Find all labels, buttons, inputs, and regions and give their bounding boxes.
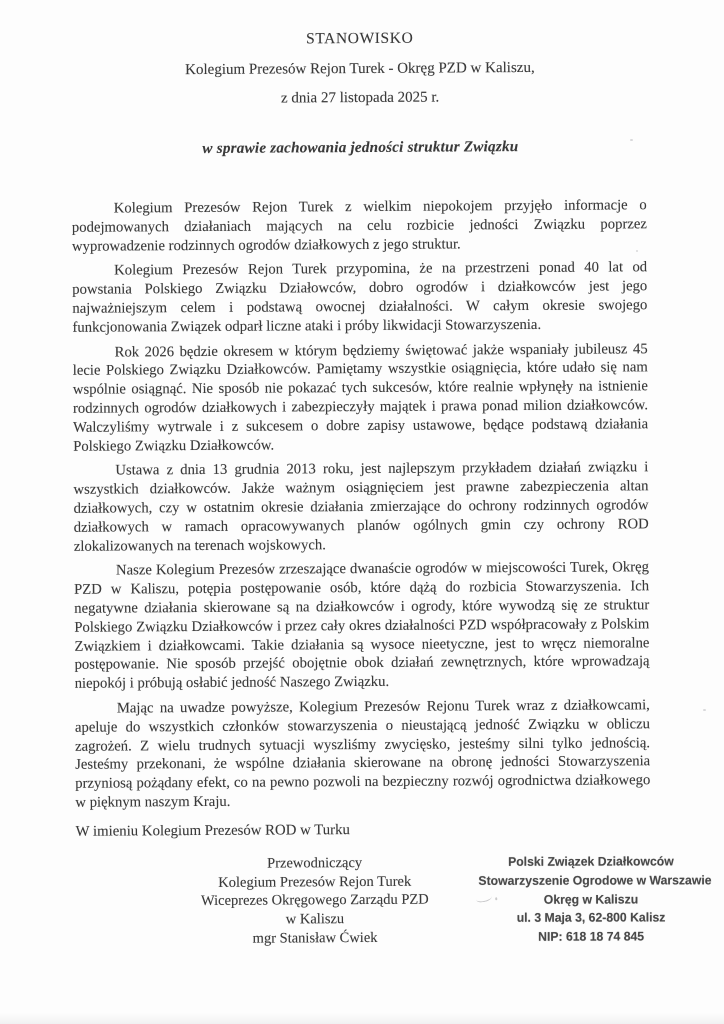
signature-line: Przewodniczący [267, 854, 363, 872]
subject-line: w sprawie zachowania jedności struktur Związku [202, 138, 519, 157]
stamp-line: ul. 3 Maja 3, 62-800 Kalisz [516, 910, 666, 925]
body-paragraph: Mając na uwadze powyższe, Kolegium Prezesów Rejonu Turek wraz z działkowcami, apeluje do wszystkich członków stowarzyszenia o nieustającą jedność Związku w obliczu zagrożeń. Z wielu trudnych sytuacji wyszliśmy zwycięsko, jesteśmy silni tylko jednością. Jesteśmy przekonani, że wspólne działania skierowane na obronę jedności Stowarzyszenia przyniosą pożądany efekt, co na pewno pozwoli na bezpieczny rozwój ogrodnictwa działkowego w pięknym naszym Kraju. [74, 697, 651, 811]
signature-line: Kolegium Prezesów Rejon Turek [218, 873, 412, 891]
document-body [72, 196, 651, 812]
signature-block [201, 853, 429, 948]
signature-line: mgr Stanisław Ćwiek [252, 929, 378, 947]
scan-speck [636, 250, 638, 252]
stamp-line: NIP: 618 18 74 845 [538, 929, 645, 944]
office-stamp [478, 852, 712, 947]
stamp-line: Stowarzyszenie Ogrodowe w Warszawie [478, 872, 712, 888]
body-paragraph: Kolegium Prezesów Rejon Turek z wielkim niepokojem przyjęło informacje o podejmowanych działaniach mających na celu rozbicie jedności Związku poprzez wyprowadzenie rodzinnych ogrodów działkowych z jego struktur. [71, 197, 647, 255]
signature-line: w Kaliszu [285, 911, 345, 928]
body-paragraph: Nasze Kolegium Prezesów zrzeszające dwanaście ogrodów w miejscowości Turek, Okręg PZD w Kaliszu, potępia postępowanie osób, które dążą do rozbicia Stowarzyszenia. Ich negatywne działania skierowane są na działkowców i ogrody, które wywodzą się ze struktur Polskiego Związku Działkowców i przez cały okres działalności PZD współpracowały z Polskim Związkiem i działkowcami. Takie działania są wysoce nieetyczne, jest to wręcz niemoralne postępowanie. Nie sposób przejść obojętnie obok działań zewnętrznych, które wprowadzają niepokój i próbują osłabić jedność Naszego Związku. [74, 559, 650, 692]
scan-bottom-edge-shadow [0, 1013, 724, 1024]
date-line: z dnia 27 listopada 2025 r. [280, 89, 440, 107]
closing-line: W imieniu Kolegium Prezesów ROD w Turku [75, 821, 350, 840]
body-paragraph: Kolegium Prezesów Rejon Turek przypomina, że na przestrzeni ponad 40 lat od powstania Polskiego Związku Działowców, dobro ogrodów i działkowców jest jego najważniejszym celem i podstawą owocnej działalności. W całym okresie swojego funkcjonowania Związek odparł liczne ataki i próby likwidacji Stowarzyszenia. [72, 259, 648, 336]
signature-and-stamp-row [3, 851, 724, 949]
signature-line: Wiceprezes Okręgowego Zarządu PZD [200, 891, 429, 910]
body-paragraph: Rok 2026 będzie okresem w którym będziemy świętować jakże wspaniały jubileusz 45 lecie Polskiego Związku Działkowców. Pamiętamy wszystkie osiągnięcia, które udało się nam wspólnie osiągnąć. Nie sposób nie pokazać tych sukcesów, które realnie wpłynęły na istnienie rodzinnych ogrodów działkowych i zabezpieczyły majątek i prawa ponad milion działkowców. Walczyliśmy wytrwale i z sukcesem o dobre zapisy ustawowe, będące podstawą działania Polskiego Związku Działkowców. [72, 340, 649, 455]
issuer-line: Kolegium Prezesów Rejon Turek - Okręg PZD w Kaliszu, [185, 59, 535, 79]
stamp-line: Polski Związek Działkowców [508, 854, 674, 869]
body-paragraph: Ustawa z dnia 13 grudnia 2013 roku, jest najlepszym przykładem działań związku i wszystkich działkowców. Jakże ważnym osiągnięciem jest prawne zabezpieczenia altan działkowych, czy w ostatnim okresie działania zmierzające do ochrony rodzinnych ogrodów działkowych w ramach opracowywanych planów ogólnych gmin czy ochrony ROD zlokalizowanych na terenach wojskowych. [73, 459, 649, 555]
stamp-line: Okręg w Kaliszu [543, 891, 639, 907]
scan-speck [703, 709, 706, 711]
scan-speck [630, 139, 633, 141]
document-kind-title: STANOWISKO [306, 29, 414, 48]
